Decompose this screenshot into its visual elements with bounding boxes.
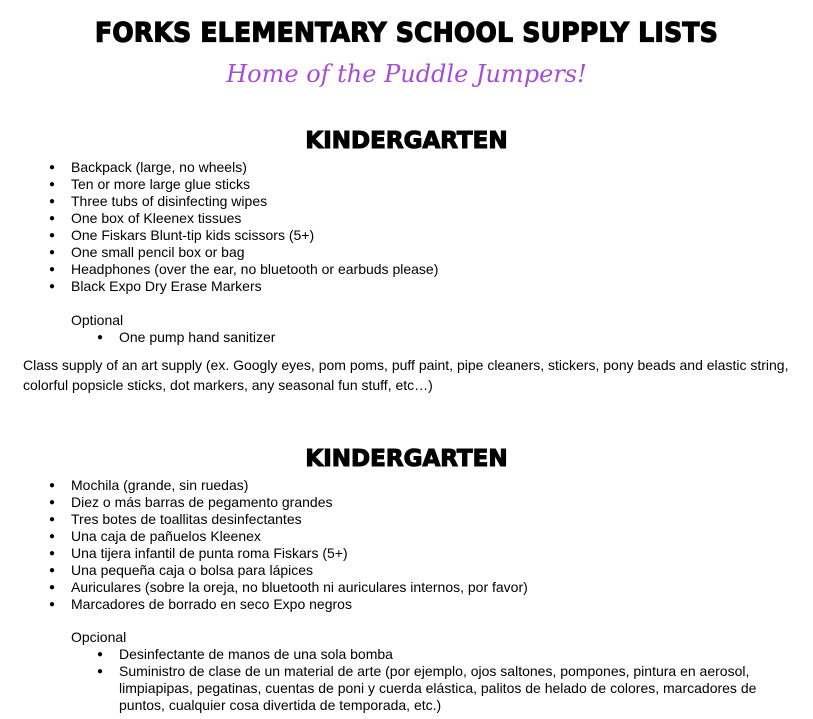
list-item: ● Headphones (over the ear, no bluetooth or earbuds please) [71,261,438,278]
list-item: ● Una tijera infantil de punta roma Fiskars (5+) [71,545,528,562]
list-item: ● Diez o más barras de pegamento grandes [71,494,528,511]
list-item: ● Ten or more large glue sticks [71,176,438,193]
list-item: ● Three tubs of disinfecting wipes [71,193,438,210]
list-item: ● Desinfectante de manos de una sola bomba [119,646,799,663]
list-item: ● Backpack (large, no wheels) [71,159,438,176]
page-title: FORKS ELEMENTARY SCHOOL SUPPLY LISTS [94,17,719,48]
supply-list-english [71,159,438,295]
list-item: ● Suministro de clase de un material de arte (por ejemplo, ojos saltones, pompones, pintura en aerosol, limpiapipas, pegatinas, cuentas de poni y cuerda elástica, palitos de helado de colores, marcadores de puntos, cualquier cosa divertida de temporada, etc.) [119,663,799,714]
optional-list-english [119,329,799,346]
list-item: ● Una caja de pañuelos Kleenex [71,528,528,545]
optional-label: Optional [71,312,124,328]
optional-list-spanish [119,646,799,714]
list-item: ● One Fiskars Blunt-tip kids scissors (5+) [71,227,438,244]
list-item: ● Tres botes de toallitas desinfectantes [71,511,528,528]
supply-list-spanish [71,477,528,613]
section-heading-english: KINDERGARTEN [305,128,508,154]
list-item: ● One pump hand sanitizer [119,329,799,346]
page-subtitle: Home of the Puddle Jumpers! [226,60,587,88]
list-item: ● Black Expo Dry Erase Markers [71,278,438,295]
list-item: ● One box of Kleenex tissues [71,210,438,227]
list-item: ● One small pencil box or bag [71,244,438,261]
optional-label: Opcional [71,629,127,645]
list-item: ● Mochila (grande, sin ruedas) [71,477,528,494]
art-supply-note: Class supply of an art supply (ex. Googly eyes, pom poms, puff paint, pipe cleaners, stickers, pony beads and elastic string, colorful popsicle sticks, dot markers, any seasonal fun stuff, etc…) [23,357,789,393]
section-heading-spanish: KINDERGARTEN [305,446,508,472]
list-item: ● Auriculares (sobre la oreja, no bluetooth ni auriculares internos, por favor) [71,579,528,596]
list-item: ● Una pequeña caja o bolsa para lápices [71,562,528,579]
list-item: ● Marcadores de borrado en seco Expo negros [71,596,528,613]
